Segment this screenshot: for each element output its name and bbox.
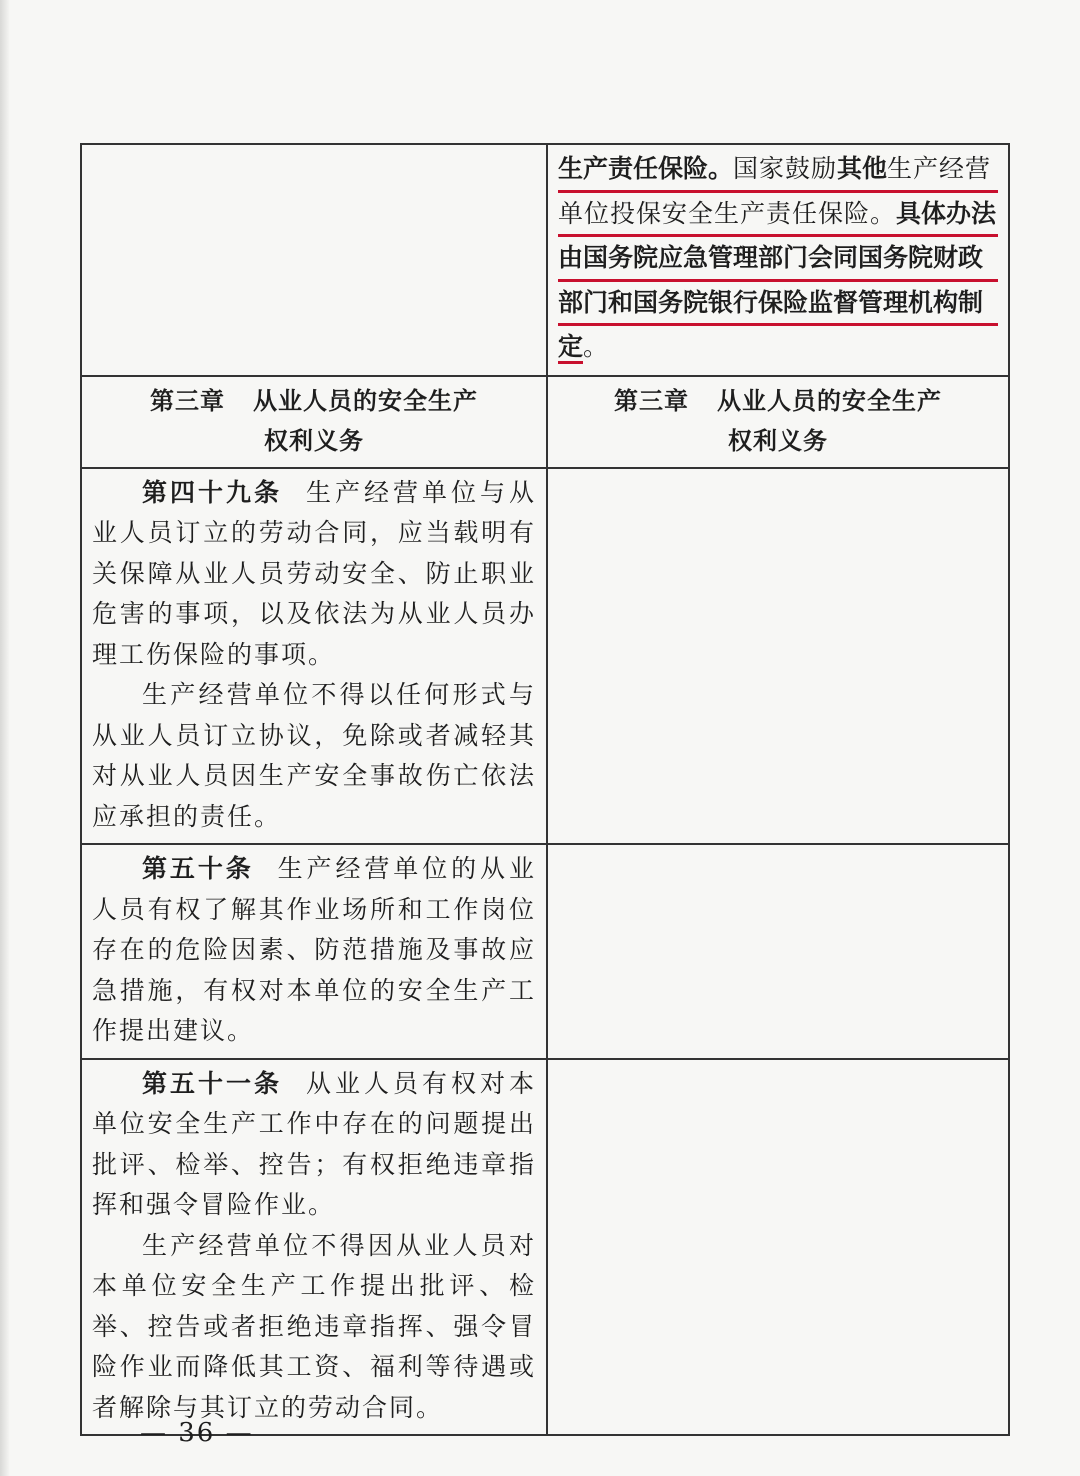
chapter-title-1: 从业人员的安全生产 [253,386,478,415]
chapter-title-2: 权利义务 [264,426,364,455]
article-50-left [81,844,547,1059]
article-50-right-empty [547,844,1009,1059]
cell-right-continuation [547,144,1009,376]
article-text: 生产经营单位与从业人员订立的劳动合同，应当载明有关保障从业人员劳动安全、防止职业危害的事项，以及依法为从业人员办理工伤保险的事项。 [92,477,536,669]
article-title: 第五十一条 [142,1068,282,1098]
bold-text-segment: 具体办法 [896,198,997,228]
article-49-right-empty [547,468,1009,845]
highlighted-line [558,149,998,193]
article-51-right-empty [547,1059,1009,1436]
article-paragraph: 生产经营单位不得以任何形式与从业人员订立协议，免除或者减轻其对从业人员因生产安全事故伤亡依法应承担的责任。 [92,680,536,831]
article-text: 生产经营单位的从业人员有权了解其作业场所和工作岗位存在的危险因素、防范措施及事故应急措施，有权对本单位的安全生产工作提出建议。 [92,854,536,1045]
table-row-article-49 [81,468,1009,845]
highlighted-line [558,327,998,368]
article-title: 第五十条 [142,854,254,883]
article-title: 第四十九条 [142,477,282,507]
text-segment: 国家鼓励 [733,154,838,183]
text-segment: 单位投保安全生产责任保险。 [558,198,897,228]
article-text: 从业人员有权对本单位安全生产工作中存在的问题提出批评、检举、控告；有权拒绝违章指挥和强令冒险作业。 [92,1068,536,1219]
article-paragraph: 生产经营单位不得因从业人员对本单位安全生产工作提出批评、检举、控告或者拒绝违章指挥、强令冒险作业而降低其工资、福利等待遇或者解除与其订立的劳动合同。 [92,1230,536,1422]
chapter-title-1: 从业人员的安全生产 [717,386,942,415]
highlighted-line [558,194,998,238]
bold-text-segment: 定 [558,332,583,364]
bold-text-segment: 其他 [837,154,888,183]
chapter-number: 第三章 [150,386,225,415]
bold-text-segment: 部门和国务院银行保险监督管理机构制 [558,287,984,317]
cell-left-empty [81,144,547,376]
chapter-heading-right [547,376,1009,468]
text-segment: 生产经营 [887,154,992,183]
highlighted-line [558,238,998,282]
table-row-chapter [81,376,1009,468]
comparison-table [80,143,1010,1436]
text-segment: 。 [583,332,610,361]
page-number: — 36 — [140,1418,254,1448]
highlighted-line [558,283,998,327]
table-row [81,144,1009,376]
chapter-number: 第三章 [614,386,689,415]
article-51-left [81,1059,547,1436]
table-row-article-50 [81,844,1009,1059]
chapter-heading-left [81,376,547,468]
page-edge-shadow [0,0,10,1476]
table-row-article-51 [81,1059,1009,1436]
article-49-left [81,468,547,845]
bold-text-segment: 生产责任保险。 [558,154,734,183]
bold-text-segment: 由国务院应急管理部门会同国务院财政 [558,243,984,272]
chapter-title-2: 权利义务 [728,426,828,455]
